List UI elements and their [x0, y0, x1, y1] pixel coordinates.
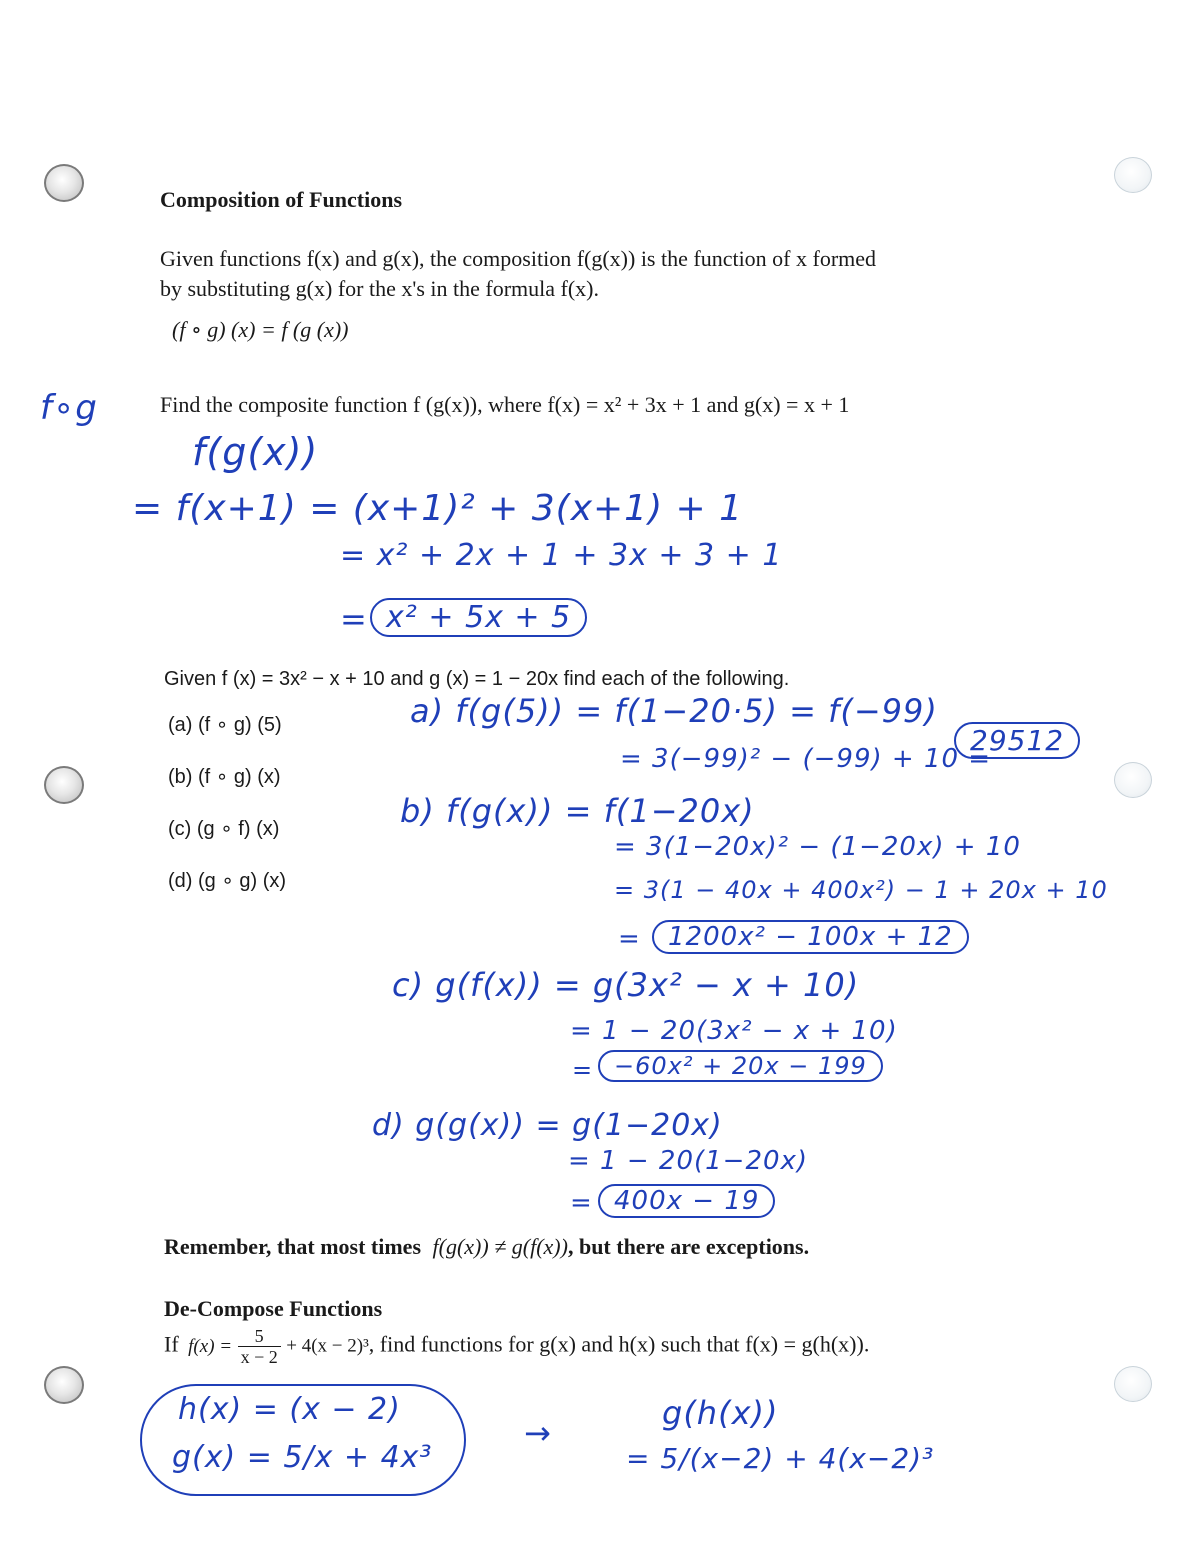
work-c-line-2: = 1 − 20(3x² − x + 10) [570, 1016, 898, 1046]
example1-answer: x² + 5x + 5 [370, 598, 587, 637]
work-b-line-3: = 3(1 − 40x + 400x²) − 1 + 20x + 10 [614, 876, 1108, 904]
decompose-f-rest: + 4(x − 2)³ [286, 1335, 369, 1357]
work-b-answer: 1200x² − 100x + 12 [652, 920, 969, 954]
example1-prompt: Find the composite function f (g(x)), where f(x) = x² + 3x + 1 and g(x) = x + 1 [160, 392, 850, 417]
intro-line-2: by substituting g(x) for the x's in the formula f(x). [160, 276, 600, 301]
example1-work-eq: = [340, 600, 368, 638]
margin-note-fog: f∘g [40, 388, 98, 428]
work-a-line-1: a) f(g(5)) = f(1−20·5) = f(−99) [410, 692, 938, 730]
work-d-line-1: d) g(g(x)) = g(1−20x) [372, 1108, 723, 1143]
example2-prompt: Given f (x) = 3x² − x + 10 and g (x) = 1 − 20x find each of the following. [164, 668, 790, 690]
intro-line-1: Given functions f(x) and g(x), the composition f(g(x)) is the function of x formed [160, 246, 877, 271]
part-c-label: (c) (g ∘ f) (x) [168, 818, 280, 840]
remember-formula: f(g(x)) ≠ g(f(x)) [432, 1234, 568, 1259]
work-d-answer: 400x − 19 [598, 1184, 775, 1218]
example1-work-3: = x² + 2x + 1 + 3x + 3 + 1 [340, 538, 783, 573]
work-a-line-2: = 3(−99)² − (−99) + 10 = [620, 744, 992, 774]
work-b-line-2: = 3(1−20x)² − (1−20x) + 10 [614, 832, 1021, 862]
decompose-f-lhs: f(x) = [188, 1335, 233, 1357]
binder-hole-middle-left [44, 766, 84, 804]
binder-hole-bottom-left [44, 1366, 84, 1404]
answer-h: h(x) = (x − 2) [178, 1392, 401, 1427]
remember-note [164, 1234, 809, 1260]
binder-hole-top-left [44, 164, 84, 202]
example1-work-2: = f(x+1) = (x+1)² + 3(x+1) + 1 [132, 488, 744, 529]
work-d-eq: = [570, 1188, 593, 1218]
arrow-right-icon: → [524, 1414, 552, 1452]
part-a-label: (a) (f ∘ g) (5) [168, 714, 282, 736]
decompose-if: If [164, 1331, 179, 1357]
work-a-answer: 29512 [954, 722, 1080, 759]
work-b-eq: = [618, 924, 641, 954]
example1-work-1: f(g(x)) [192, 430, 319, 474]
check-line-2: = 5/(x−2) + 4(x−2)³ [626, 1442, 935, 1475]
binder-hole-top-right [1114, 157, 1152, 193]
work-b-line-1: b) f(g(x)) = f(1−20x) [400, 792, 755, 830]
definition-formula: (f ∘ g) (x) = f (g (x)) [172, 317, 349, 342]
binder-hole-middle-right [1114, 762, 1152, 798]
part-d-label: (d) (g ∘ g) (x) [168, 870, 287, 892]
part-b-label: (b) (f ∘ g) (x) [168, 766, 281, 788]
binder-hole-bottom-right [1114, 1366, 1152, 1402]
remember-tail: , but there are exceptions. [567, 1234, 810, 1259]
remember-lead: Remember, that most times [164, 1234, 422, 1259]
fraction-numerator: 5 [238, 1326, 281, 1347]
section-title-decompose: De-Compose Functions [164, 1296, 383, 1321]
decompose-problem [164, 1326, 869, 1367]
decompose-fraction [238, 1326, 281, 1367]
answer-g: g(x) = 5/x + 4x³ [172, 1440, 433, 1475]
work-c-answer: −60x² + 20x − 199 [598, 1050, 883, 1082]
decompose-tail: , find functions for g(x) and h(x) such that f(x) = g(h(x)). [368, 1331, 870, 1357]
fraction-denominator: x − 2 [240, 1347, 278, 1367]
work-c-eq: = [572, 1056, 594, 1084]
work-d-line-2: = 1 − 20(1−20x) [568, 1146, 809, 1176]
section-title-composition: Composition of Functions [160, 187, 403, 212]
check-line-1: g(h(x)) [662, 1394, 779, 1432]
work-c-line-1: c) g(f(x)) = g(3x² − x + 10) [392, 966, 860, 1004]
